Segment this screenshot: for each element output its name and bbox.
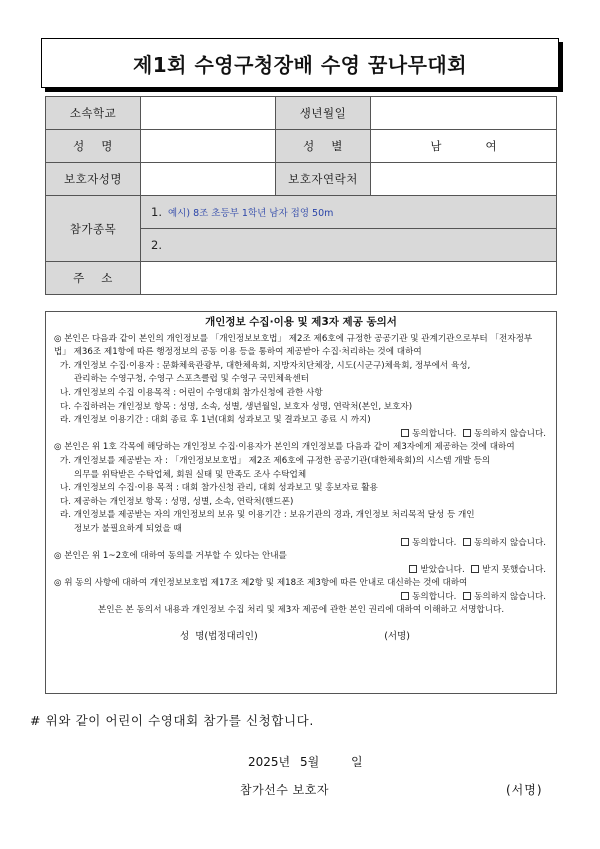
address-label: 주 소	[46, 262, 141, 295]
guardian-name-input[interactable]	[141, 163, 276, 196]
consent-intro-3: ◎ 본인은 위 1~2호에 대하여 동의를 거부할 수 있다는 안내를	[54, 551, 287, 562]
school-label: 소속학교	[46, 97, 141, 130]
consent-item: 가. 개인정보 수집·이용자 : 문화체육관광부, 대한체육회, 지방자치단체장, 시도(시군구)체육회, 정부에서 육성,	[60, 360, 471, 371]
consent-2-agree-checkbox[interactable]: 동의합니다.	[401, 538, 456, 548]
application-form-table	[45, 96, 557, 295]
guardian-label: 참가선수 보호자	[240, 783, 329, 797]
guardian-contact-label: 보호자연락처	[276, 163, 371, 196]
consent-item: 라. 개인정보를 제공받는 자의 개인정보의 보유 및 이용기간 : 보유기관의 경과, 개인정보 처리목적 달성 등 개인	[60, 510, 475, 521]
consent-intro-4: ◎ 위 동의 사항에 대하여 개인정보보호법 제17조 제2항 및 제18조 제3항에 따른 안내로 대신하는 것에 대하여	[54, 578, 468, 589]
birth-label: 생년월일	[276, 97, 371, 130]
notice-not-received-checkbox[interactable]: 받지 못했습니다.	[471, 565, 546, 575]
gender-field[interactable]	[371, 130, 557, 163]
event-1-input[interactable]	[141, 196, 557, 229]
page-title: 제1회 수영구청장배 수영 꿈나무대회	[41, 38, 559, 88]
event-1-example: 예시) 8조 초등부 1학년 남자 접영 50m	[167, 208, 334, 219]
consent-closing: 본인은 본 동의서 내용과 개인정보 수집 처리 및 제3자 제공에 관한 본인 권리에 대하여 이해하고 서명합니다.	[97, 605, 505, 616]
guardian-name-label: 보호자성명	[46, 163, 141, 196]
guardian-signature-field[interactable]: (서명)	[506, 783, 543, 797]
school-input[interactable]	[141, 97, 276, 130]
event-2-number: 2.	[151, 238, 162, 252]
date-month: 5월	[299, 755, 320, 769]
gender-male-option[interactable]: 남	[430, 139, 442, 153]
consent-1-agree-checkbox[interactable]: 동의합니다.	[401, 429, 456, 439]
consent-item: 나. 개인정보의 수집 이용목적 : 어린이 수영대회 참가신청에 관한 사항	[60, 387, 323, 398]
consent-4-agree-checkbox[interactable]: 동의합니다.	[401, 592, 456, 602]
consent-item: 가. 개인정보를 제공받는 자 : 「개인정보보호법」 제2조 제6호에 규정한 공공기관(대한체육회)의 시스템 개발 등의	[60, 455, 491, 466]
event-1-number: 1.	[151, 205, 162, 219]
consent-signature-line	[54, 618, 548, 644]
consent-item: 정보가 불필요하게 되었을 때	[74, 523, 182, 534]
consent-4-disagree-checkbox[interactable]: 동의하지 않습니다.	[463, 592, 546, 602]
notice-received-checkbox[interactable]: 받았습니다.	[409, 565, 464, 575]
consent-item: 다. 제공하는 개인정보 항목 : 성명, 성별, 소속, 연락처(핸드폰)	[60, 496, 294, 507]
date-day[interactable]: 일	[351, 755, 363, 769]
legal-guardian-name-label: 성 명(법정대리인)	[180, 631, 258, 643]
event-2-input[interactable]	[141, 229, 557, 262]
consent-intro: ◎ 본인은 다음과 같이 본인의 개인정보를 「개인정보보호법」 제2조 제6호에 규정한 공공기관 및 관계기관으로부터 「전자정부법」 제36조 제1항에 따른 행정정보의 공동 이용 등을 통하여 제공받아 수집·처리하는 것에 대하여	[54, 333, 533, 358]
guardian-contact-input[interactable]	[371, 163, 557, 196]
consent-2-choices	[54, 537, 548, 551]
consent-2-disagree-checkbox[interactable]: 동의하지 않습니다.	[463, 538, 546, 548]
gender-label: 성 별	[276, 130, 371, 163]
application-note: # 위와 같이 어린이 수영대회 참가를 신청합니다.	[30, 713, 314, 728]
consent-1-choices	[54, 428, 548, 442]
consent-item: 나. 개인정보의 수집·이용 목적 : 대회 참가신청 관리, 대회 성과보고 및 홍보자료 활용	[60, 483, 378, 494]
consent-3-choices	[54, 564, 548, 578]
name-input[interactable]	[141, 130, 276, 163]
privacy-consent-section	[45, 311, 557, 694]
consent-intro-2: ◎ 본인은 위 1호 각목에 해당하는 개인정보 수집·이용자가 본인의 개인정보를 다음과 같이 제3자에게 제공하는 것에 대하여	[54, 442, 515, 453]
event-label: 참가종목	[46, 196, 141, 262]
gender-female-option[interactable]: 여	[485, 139, 497, 153]
date-line	[248, 753, 369, 770]
consent-item: 관리하는 수영구청, 수영구 스포츠클럽 및 수영구 국민체육센터	[74, 374, 309, 385]
consent-item: 라. 개인정보 이용기간 : 대회 종료 후 1년(대회 성과보고 및 결과보고 종료 시 까지)	[60, 415, 371, 426]
consent-title: 개인정보 수집·이용 및 제3자 제공 동의서	[205, 316, 397, 328]
birth-input[interactable]	[371, 97, 557, 130]
address-input[interactable]	[141, 262, 557, 295]
consent-item: 의무를 위탁받은 수탁업체, 회원 실태 및 만족도 조사 수탁업체	[74, 469, 307, 480]
consent-4-choices	[54, 591, 548, 605]
consent-signature-field[interactable]: (서명)	[384, 631, 410, 643]
consent-1-disagree-checkbox[interactable]: 동의하지 않습니다.	[463, 429, 546, 439]
name-label: 성 명	[46, 130, 141, 163]
consent-item: 다. 수집하려는 개인정보 항목 : 성명, 소속, 성별, 생년월일, 보호자 성명, 연락처(본인, 보호자)	[60, 401, 413, 412]
date-year: 2025년	[248, 755, 291, 769]
